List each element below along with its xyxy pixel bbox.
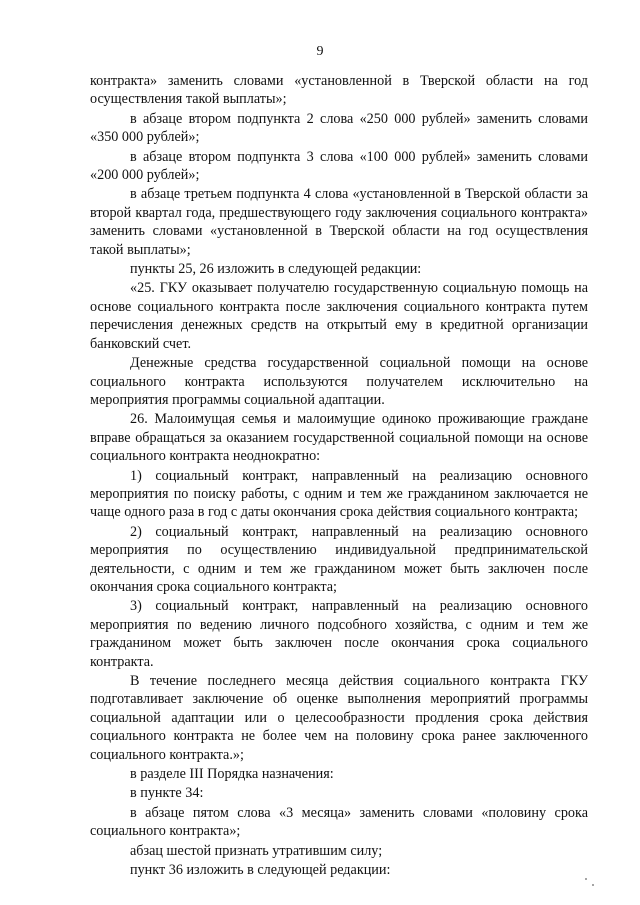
paragraph: в абзаце втором подпункта 2 слова «250 000 рублей» заменить словами «350 000 рублей»; xyxy=(90,110,588,146)
paragraph: 26. Малоимущая семья и малоимущие одиноко проживающие граждане вправе обращаться за оказанием государственной социальной помощи на основе социального контракта неоднократно: xyxy=(90,411,588,465)
paragraph: в абзаце пятом слова «3 месяца» заменить словами «половину срока социального контракта»; xyxy=(90,804,588,840)
scan-speck xyxy=(592,884,594,886)
paragraph: «25. ГКУ оказывает получателю государственную социальную помощь на основе социального контракта после заключения социального контракта путем перечисления денежных средств на открытый ему в кредитной организации банковский счет. xyxy=(90,280,588,352)
paragraph: контракта» заменить словами «установленной в Тверской области на год осуществления такой выплаты»; xyxy=(90,73,588,108)
paragraph: в разделе III Порядка назначения: xyxy=(130,766,334,783)
paragraph: в абзаце третьем подпункта 4 слова «установленной в Тверской области за второй квартал года, предшествующего году заключения социального контракта» заменить словами «установленной в Тверской области на год осуществления такой выплаты»; xyxy=(90,186,588,258)
paragraph: в абзаце втором подпункта 3 слова «100 000 рублей» заменить словами «200 000 рублей»; xyxy=(90,148,588,184)
paragraph: пункт 36 изложить в следующей редакции: xyxy=(130,862,391,879)
paragraph: пункты 25, 26 изложить в следующей редакции: xyxy=(130,261,422,278)
paragraph: В течение последнего месяца действия социального контракта ГКУ подготавливает заключение об оценке выполнения мероприятий программы социальной адаптации или о целесообразности продления срока действия социального контракта не более чем на половину срока ранее заключенного социального контракта.»; xyxy=(90,673,588,763)
list-item: 1) социальный контракт, направленный на реализацию основного мероприятия по поиску работы, с одним и тем же гражданином заключается не чаще одного раза в год с даты окончания срока действия социального контракта; xyxy=(90,467,588,521)
list-item: 3) социальный контракт, направленный на реализацию основного мероприятия по ведению личного подсобного хозяйства, с одним и тем же гражданином может быть заключен после окончания срока социального контракта. xyxy=(90,598,588,670)
list-item: 2) социальный контракт, направленный на реализацию основного мероприятия по осуществлению индивидуальной предпринимательской деятельности, с одним и тем же гражданином может быть заключен после окончания срока социального контракта; xyxy=(90,523,588,595)
document-body xyxy=(90,72,588,879)
paragraph: в пункте 34: xyxy=(130,785,204,802)
paragraph: абзац шестой признать утратившим силу; xyxy=(130,842,383,859)
paragraph: Денежные средства государственной социальной помощи на основе социального контракта используются получателем исключительно на мероприятия программы социальной адаптации. xyxy=(90,355,588,408)
page-number: 9 xyxy=(316,44,324,59)
scan-speck xyxy=(585,878,587,880)
